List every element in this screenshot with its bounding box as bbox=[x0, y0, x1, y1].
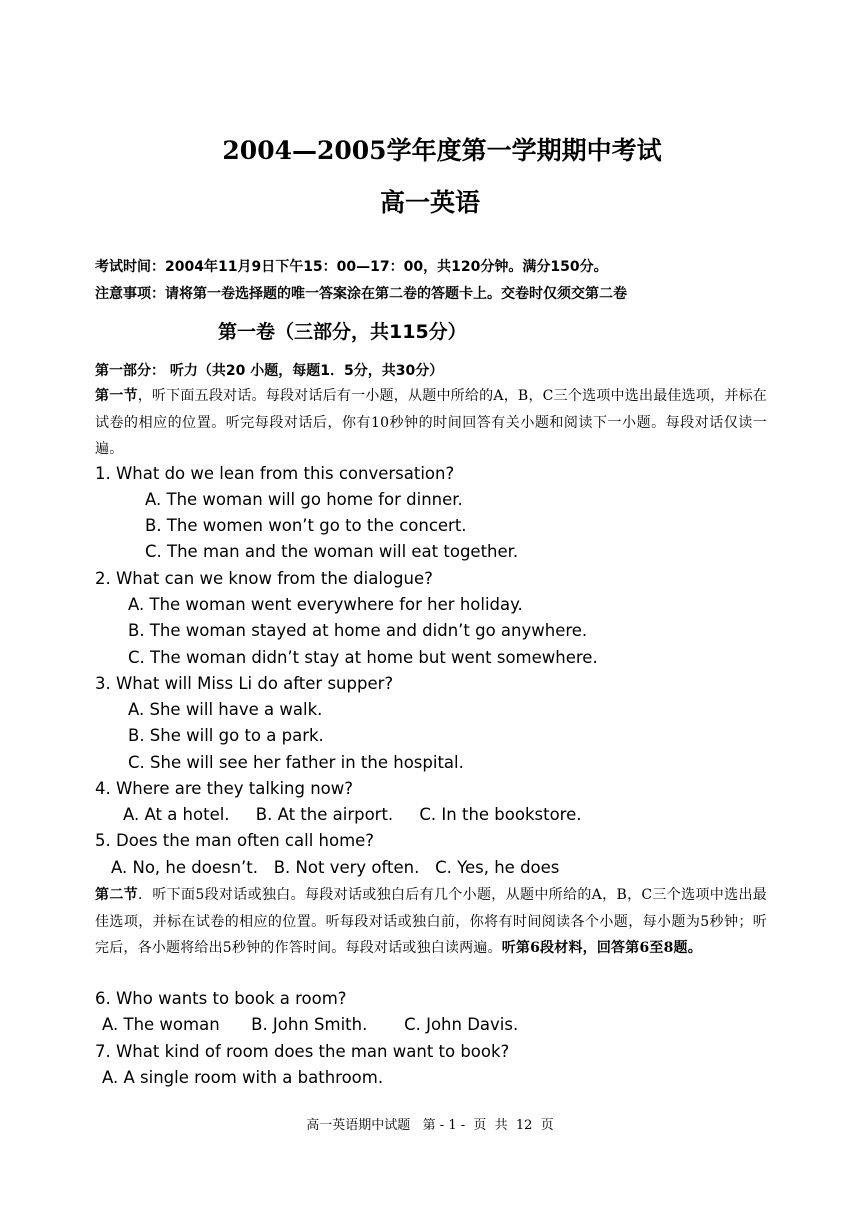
question-3-option-c: C. She will see her father in the hospital. bbox=[128, 753, 464, 772]
question-4-stem: 4. Where are they talking now? bbox=[95, 779, 354, 798]
question-5-stem: 5. Does the man often call home? bbox=[95, 831, 375, 850]
question-1-option-a: A. The woman will go home for dinner. bbox=[145, 490, 463, 509]
section-two-label: 第二节 bbox=[95, 887, 139, 903]
question-1-option-b: B. The women won’t go to the concert. bbox=[145, 516, 467, 535]
subject-title: 高一英语 bbox=[379, 188, 480, 217]
question-2-option-c: C. The woman didn’t stay at home but went somewhere. bbox=[128, 648, 598, 667]
question-4-options: A. At a hotel. B. At the airport. C. In the bookstore. bbox=[123, 805, 582, 824]
question-3-stem: 3. What will Miss Li do after supper? bbox=[95, 674, 394, 693]
question-6-stem: 6. Who wants to book a room? bbox=[95, 989, 347, 1008]
section-one-text: ，听下面五段对话。每段对话后有一小题，从题中所给的A，B，C三个选项中选出最佳选项，并标在试卷的相应的位置。听完每段对话后，你有10秒钟的时间回答有关小题和阅读下一小题。每段对话仅读一遍。 bbox=[95, 388, 767, 457]
question-3-option-a: A. She will have a walk. bbox=[128, 700, 323, 719]
part-one-title: 第一部分： 听力（共20 小题，每题1．5分，共30分） bbox=[95, 363, 444, 379]
page-footer: 高一英语期中试题 第 - 1 - 页 共 12 页 bbox=[306, 1118, 554, 1133]
question-6-options: A. The woman B. John Smith. C. John Davis. bbox=[102, 1015, 519, 1034]
question-5-options: A. No, he doesn’t. B. Not very often. C. Yes, he does bbox=[111, 858, 560, 877]
section-one-label: 第一节 bbox=[95, 388, 138, 404]
section-two-text: ．听下面5段对话或独白。每段对话或独白后有几个小题，从题中所给的A，B，C三个选项中选出最佳选项，并标在试卷的相应的位置。听每段对话或独白前，你将有时间阅读各个小题，每小题为5秒钟；听完后，各小题将给出5秒钟的作答时间。每段对话或独白读两遍。 bbox=[95, 887, 767, 956]
exam-title: 2004—2005学年度第一学期期中考试 bbox=[222, 136, 662, 165]
question-1-option-c: C. The man and the woman will eat together. bbox=[145, 542, 519, 561]
section-two-bold-tail: 听第6段材料，回答第6至8题。 bbox=[501, 940, 702, 956]
exam-time-note: 考试时间：2004年11月9日下午15：00—17：00，共120分钟。满分150分。 bbox=[95, 259, 608, 275]
section-one-instructions bbox=[95, 383, 767, 463]
question-7-stem: 7. What kind of room does the man want to book? bbox=[95, 1042, 510, 1061]
volume-one-title: 第一卷（三部分，共115分） bbox=[218, 321, 467, 343]
section-two-instructions bbox=[95, 882, 767, 962]
question-3-option-b: B. She will go to a park. bbox=[128, 726, 324, 745]
question-2-option-a: A. The woman went everywhere for her holiday. bbox=[128, 595, 523, 614]
question-1-stem: 1. What do we lean from this conversation? bbox=[95, 464, 455, 483]
question-7-option-a: A. A single room with a bathroom. bbox=[102, 1068, 384, 1087]
question-2-stem: 2. What can we know from the dialogue? bbox=[95, 569, 433, 588]
attention-note: 注意事项：请将第一卷选择题的唯一答案涂在第二卷的答题卡上。交卷时仅须交第二卷 bbox=[95, 286, 627, 302]
question-2-option-b: B. The woman stayed at home and didn’t go anywhere. bbox=[128, 621, 588, 640]
